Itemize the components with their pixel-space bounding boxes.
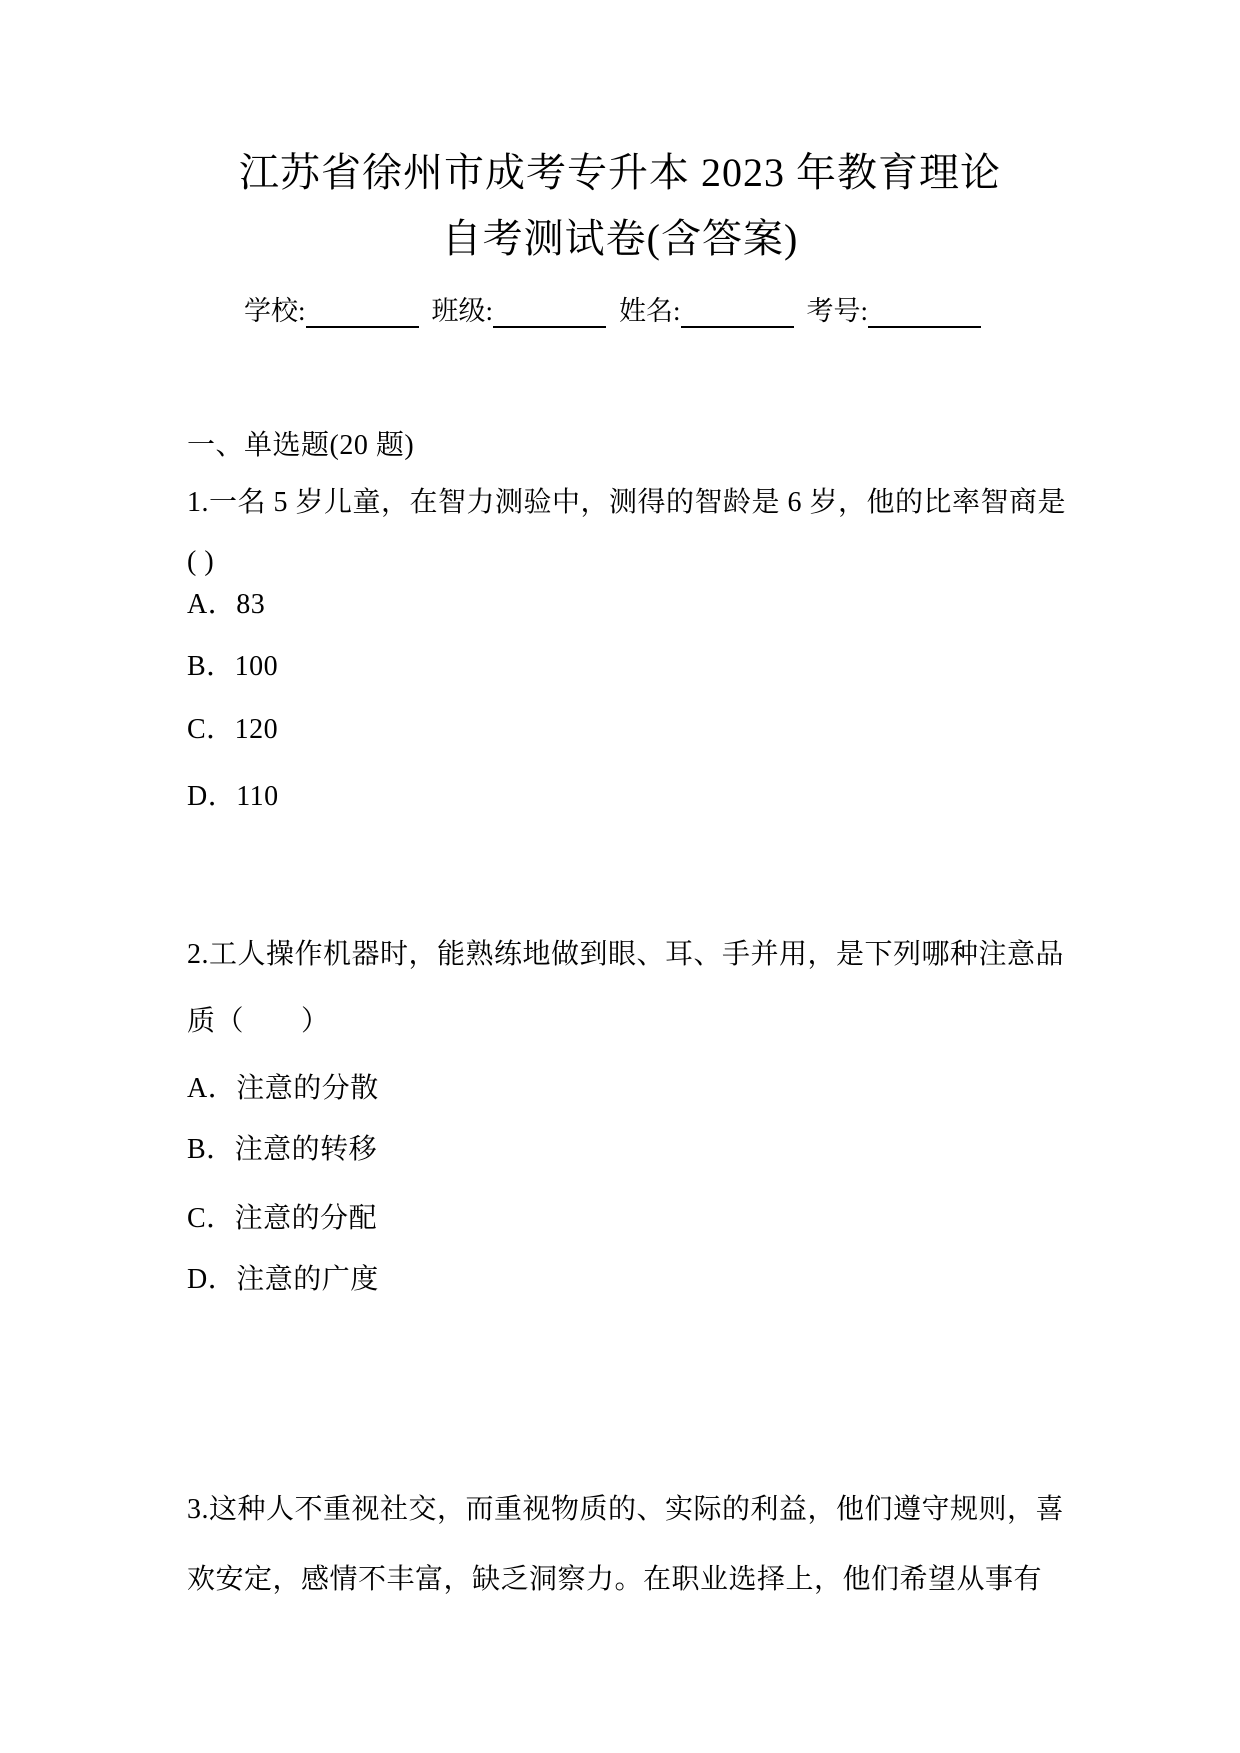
question-1-option-c: C．120 [187, 714, 279, 745]
exam-number-field-label: 考号: [806, 296, 869, 326]
exam-number-field [807, 294, 982, 328]
exam-number-field-blank-line [868, 295, 981, 328]
question-3-text-line-2: 欢安定，感情不丰富，缺乏洞察力。在职业选择上，他们希望从事有 [187, 1564, 1043, 1595]
question-1-option-a: A．83 [187, 589, 266, 620]
question-2-text-line-1: 2.工人操作机器时，能熟练地做到眼、耳、手并用，是下列哪种注意品 [187, 939, 1065, 970]
class-field [432, 294, 607, 328]
school-field-blank-line [306, 295, 419, 328]
question-2-text-line-2: 质（ ） [187, 1006, 330, 1037]
student-info-row [244, 294, 981, 328]
question-1-text-line-2: ( ) [187, 546, 215, 577]
name-field [619, 294, 794, 328]
name-field-label: 姓名: [619, 296, 681, 326]
question-1-text-line-1: 1.一名 5 岁儿童，在智力测验中，测得的智龄是 6 岁，他的比率智商是 [187, 487, 1067, 518]
question-2-option-d: D．注意的广度 [187, 1264, 379, 1295]
question-2-option-a: A．注意的分散 [187, 1073, 379, 1104]
class-field-blank-line [493, 295, 606, 328]
class-field-label: 班级: [431, 296, 494, 326]
page-title-line-1: 江苏省徐州市成考专升本 2023 年教育理论 [239, 150, 1001, 195]
name-field-blank-line [681, 295, 794, 328]
question-1-option-d: D．110 [187, 781, 279, 812]
question-3-text-line-1: 3.这种人不重视社交，而重视物质的、实际的利益，他们遵守规则，喜 [187, 1494, 1065, 1525]
school-field-label: 学校: [244, 296, 306, 326]
question-1-option-b: B．100 [187, 651, 279, 682]
page-title-line-2: 自考测试卷(含答案) [441, 216, 799, 261]
section-heading: 一、单选题(20 题) [187, 430, 415, 461]
school-field [244, 294, 419, 328]
question-2-option-c: C．注意的分配 [187, 1203, 378, 1234]
question-2-option-b: B．注意的转移 [187, 1134, 378, 1165]
